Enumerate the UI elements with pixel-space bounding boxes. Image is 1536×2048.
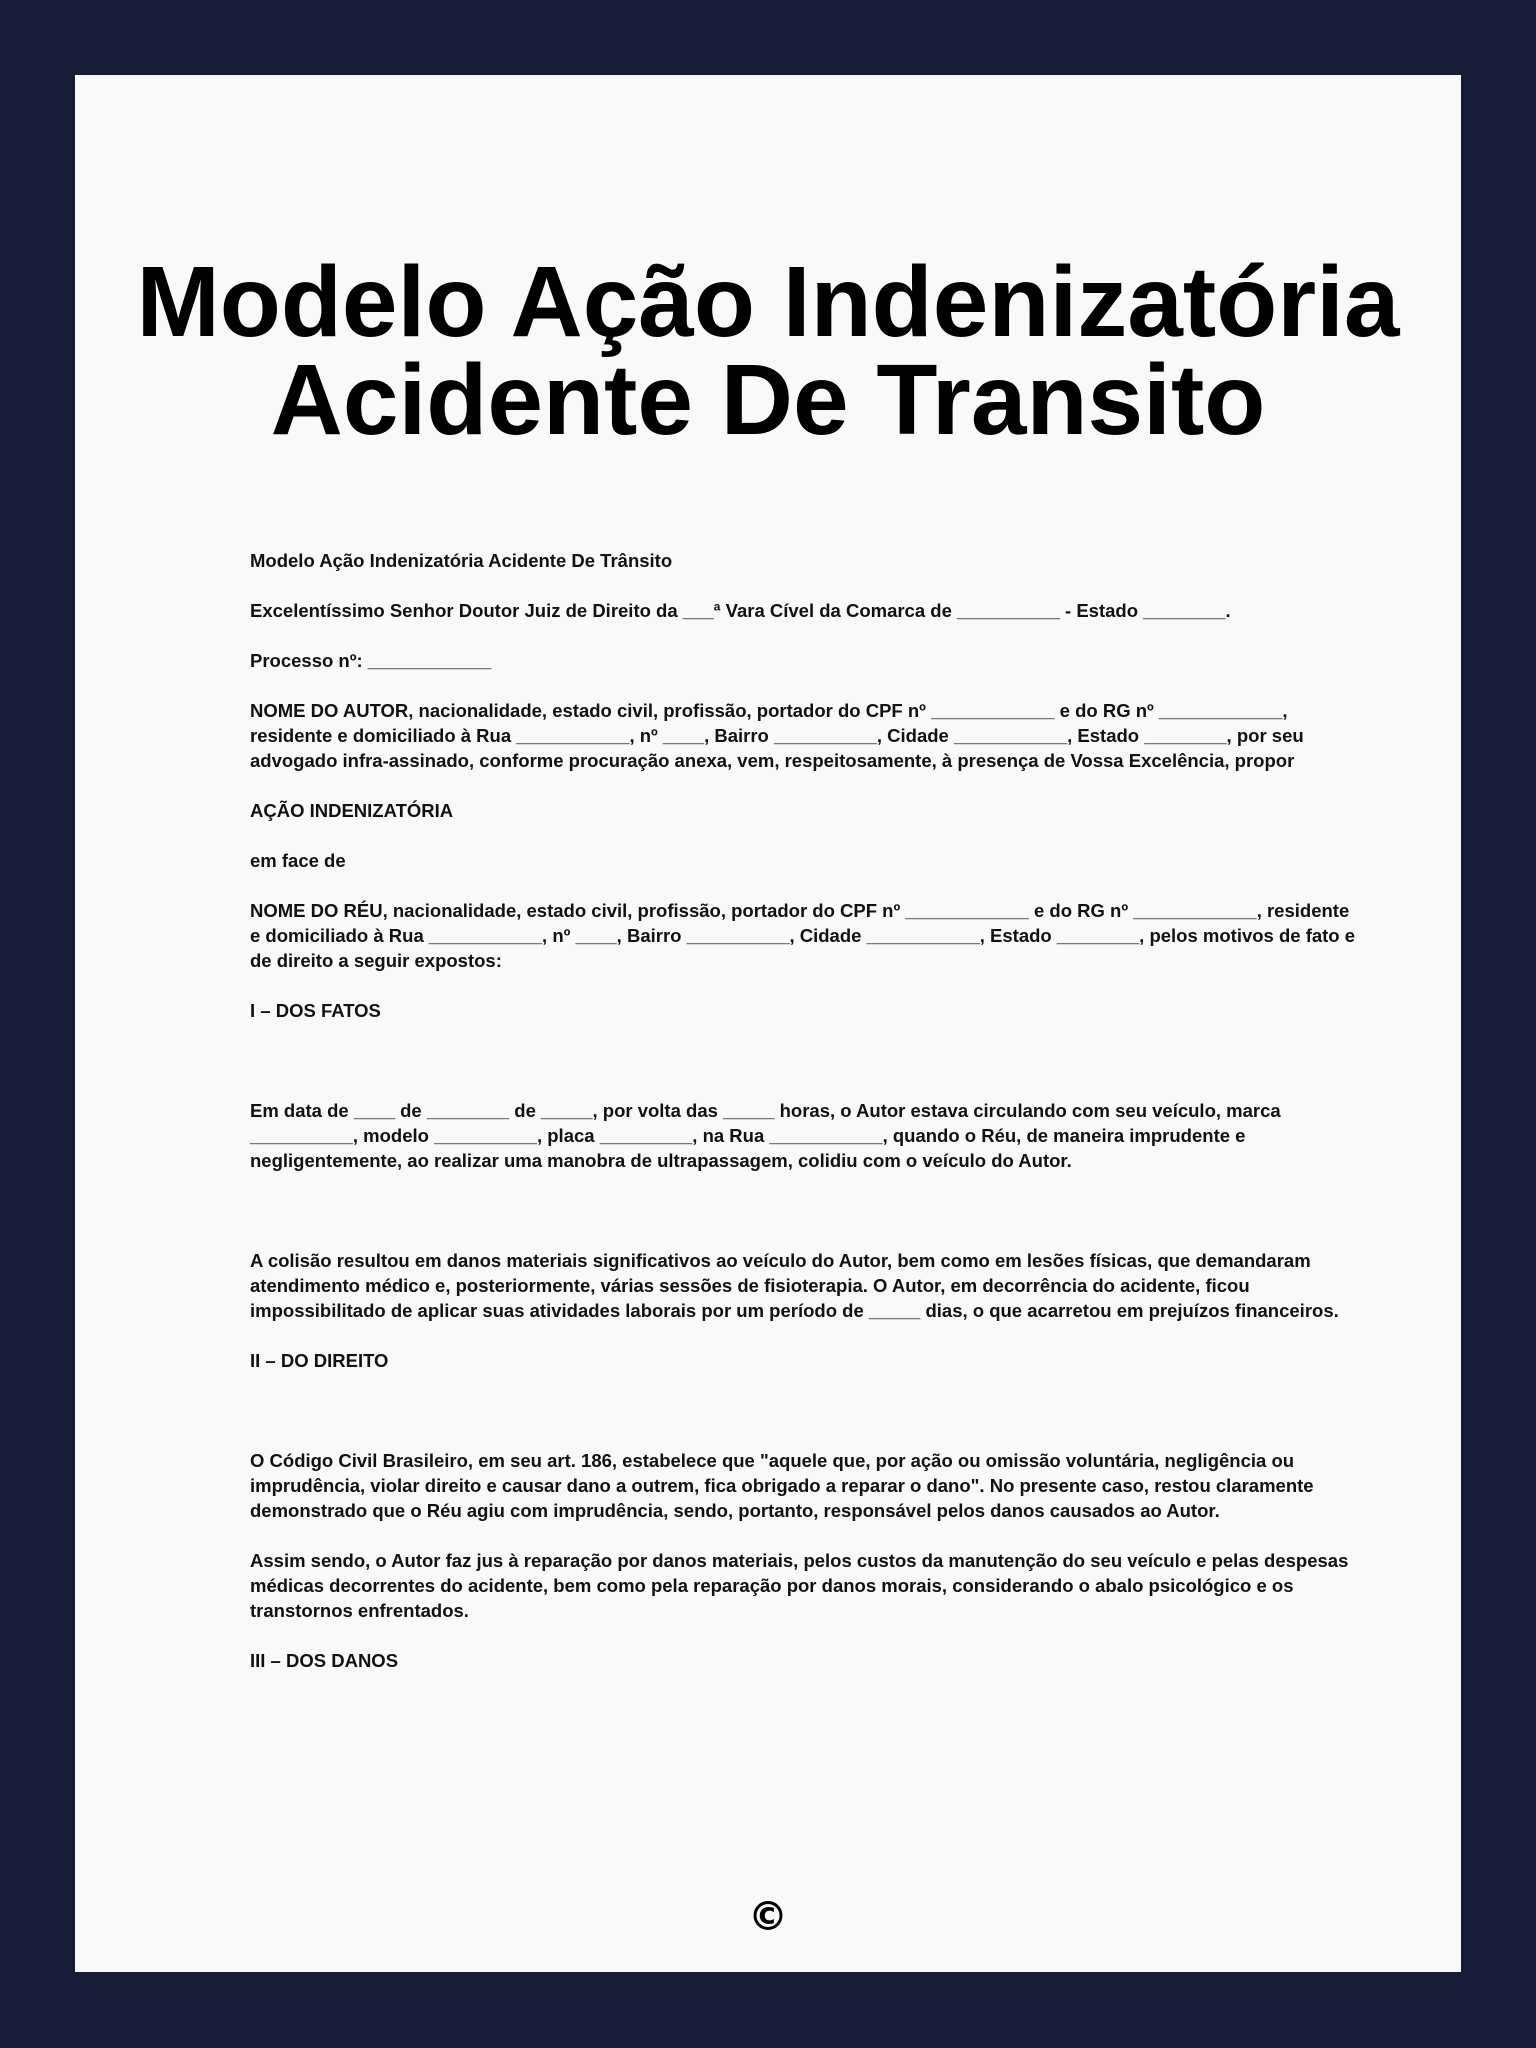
copyright-icon: ©	[748, 1894, 788, 1940]
document-body	[250, 548, 1360, 1698]
facts-paragraph-2: A colisão resultou em danos materiais significativos ao veículo do Autor, bem como em lesões físicas, que demandaram atendimento médico e, posteriormente, várias sessões de fisioterapia. O Autor, em decorrência do acidente, ficou impossibilitado de aplicar suas atividades laborais por um período de _____ dias, o que acarretou em prejuízos financeiros.	[250, 1250, 1339, 1321]
in-face-of: em face de	[250, 850, 346, 871]
title-line-1: Modelo Ação Indenizatória	[136, 246, 1400, 358]
section-heading-law: II – DO DIREITO	[250, 1350, 389, 1371]
document-heading: Modelo Ação Indenizatória Acidente De Trânsito	[250, 550, 673, 571]
title-line-2: Acidente De Transito	[270, 344, 1266, 456]
facts-paragraph-1: Em data de ____ de ________ de _____, por volta das _____ horas, o Autor estava circulando com seu veículo, marca __________, modelo __________, placa _________, na Rua ___________, quando o Réu, de maneira imprudente e negligentemente, ao realizar uma manobra de ultrapassagem, colidiu com o veículo do Autor.	[250, 1100, 1281, 1171]
section-heading-facts: I – DOS FATOS	[250, 1000, 381, 1021]
court-address: Excelentíssimo Senhor Doutor Juiz de Direito da ___ª Vara Cível da Comarca de __________ - Estado ________.	[250, 600, 1231, 621]
document-page	[75, 75, 1461, 1972]
law-paragraph-1: O Código Civil Brasileiro, em seu art. 186, estabelece que "aquele que, por ação ou omissão voluntária, negligência ou imprudência, violar direito e causar dano a outrem, fica obrigado a reparar o dano". No presente caso, restou claramente demonstrado que o Réu agiu com imprudência, sendo, portanto, responsável pelos danos causados ao Autor.	[250, 1450, 1314, 1521]
process-number: Processo nº: ____________	[250, 650, 492, 671]
document-title	[75, 246, 1461, 456]
action-name: AÇÃO INDENIZATÓRIA	[250, 800, 454, 821]
law-paragraph-2: Assim sendo, o Autor faz jus à reparação por danos materiais, pelos custos da manutenção do seu veículo e pelas despesas médicas decorrentes do acidente, bem como pela reparação por danos morais, considerando o abalo psicológico e os transtornos enfrentados.	[250, 1550, 1349, 1621]
section-heading-damages: III – DOS DANOS	[250, 1650, 399, 1671]
defendant-qualification: NOME DO RÉU, nacionalidade, estado civil, profissão, portador do CPF nº ____________ e do RG nº ____________, residente e domiciliado à Rua ___________, nº ____, Bairro __________, Cidade ___________, Estado ________, pelos motivos de fato e de direito a seguir expostos:	[250, 900, 1356, 971]
plaintiff-qualification: NOME DO AUTOR, nacionalidade, estado civil, profissão, portador do CPF nº ____________ e do RG nº ____________, residente e domiciliado à Rua ___________, nº ____, Bairro __________, Cidade ___________, Estado ________, por seu advogado infra-assinado, conforme procuração anexa, vem, respeitosamente, à presença de Vossa Excelência, propor	[250, 700, 1304, 771]
